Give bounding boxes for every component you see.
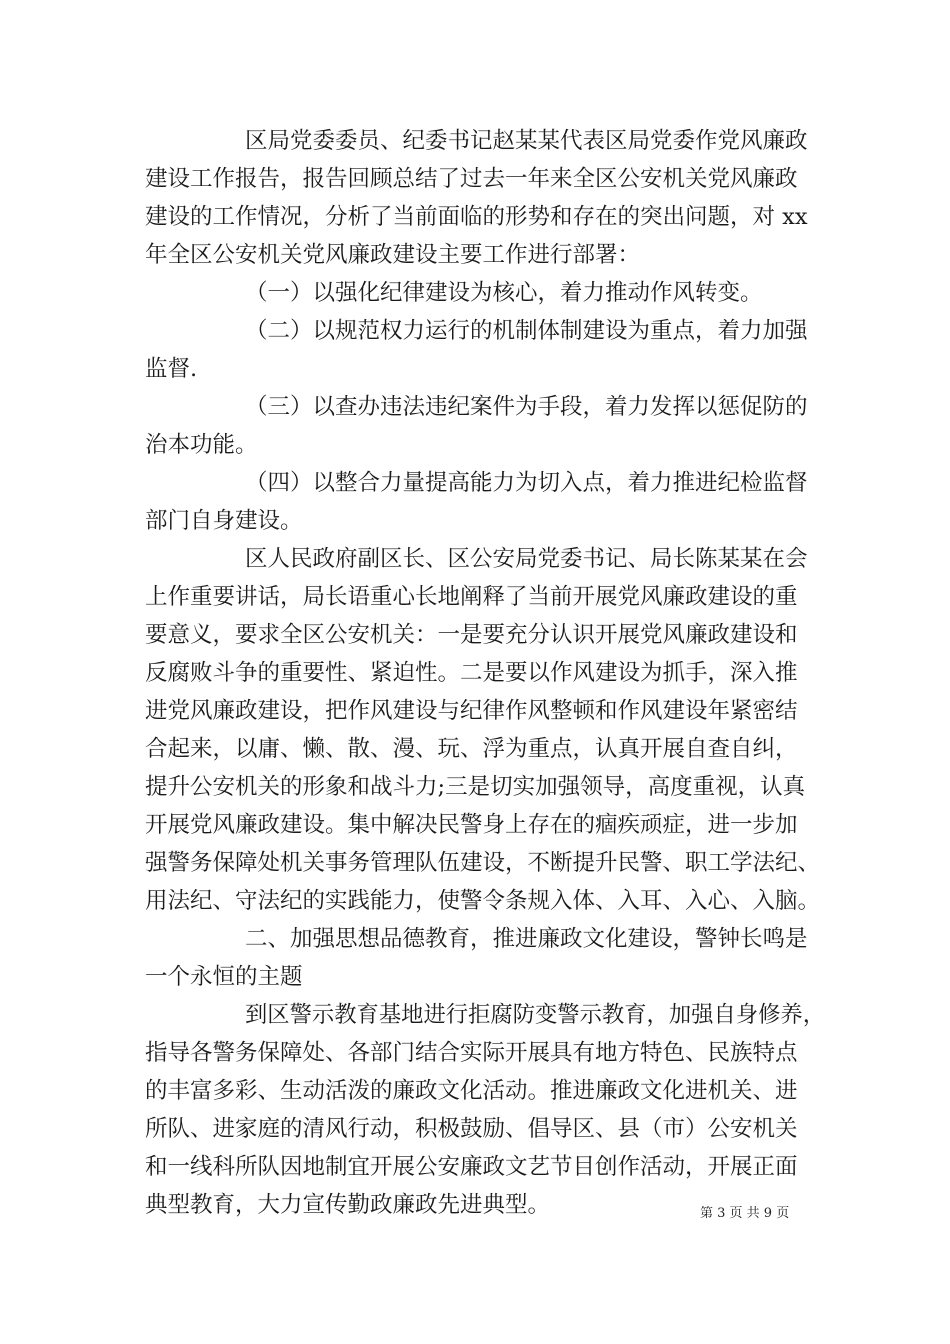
paragraph-line: 区局党委委员、纪委书记赵某某代表区局党委作党风廉政 (245, 128, 808, 154)
paragraph-line: 进党风廉政建设，把作风建设与纪律作风整顿和作风建设年紧密结 (145, 698, 798, 724)
paragraph-line: 合起来，以庸、懒、散、漫、玩、浮为重点，认真开展自查自纠， (145, 736, 798, 762)
paragraph-line: 要意义，要求全区公安机关：一是要充分认识开展党风廉政建设和 (145, 622, 798, 648)
paragraph-line: 监督. (145, 356, 198, 382)
paragraph-line: 和一线科所队因地制宜开展公安廉政文艺节目创作活动，开展正面 (145, 1154, 798, 1180)
page-number: 第 3 页 共 9 页 (700, 1206, 790, 1221)
paragraph-line: （三）以查办违法违纪案件为手段，着力发挥以惩促防的 (245, 394, 808, 420)
paragraph-line: 用法纪、守法纪的实践能力，使警令条规入体、入耳、入心、入脑。 (145, 888, 821, 914)
section-heading-line: 二、加强思想品德教育，推进廉政文化建设，警钟长鸣是 (245, 926, 808, 952)
paragraph-line: 治本功能。 (145, 432, 258, 458)
paragraph-line: 上作重要讲话，局长语重心长地阐释了当前开展党风廉政建设的重 (145, 584, 798, 610)
paragraph-line: 建设工作报告，报告回顾总结了过去一年来全区公安机关党风廉政 (145, 166, 798, 192)
paragraph-line: （一）以强化纪律建设为核心，着力推动作风转变。 (245, 280, 763, 306)
paragraph-line: 反腐败斗争的重要性、紧迫性。二是要以作风建设为抓手，深入推 (145, 660, 798, 686)
section-heading-line: 一个永恒的主题 (145, 964, 303, 990)
paragraph-line: 到区警示教育基地进行拒腐防变警示教育，加强自身修养， (245, 1002, 826, 1028)
paragraph-line: 部门自身建设。 (145, 508, 303, 534)
paragraph-line: 典型教育，大力宣传勤政廉政先进典型。 (145, 1192, 551, 1218)
paragraph-line: 所队、进家庭的清风行动，积极鼓励、倡导区、县（市）公安机关 (145, 1116, 798, 1142)
paragraph-line: 的丰富多彩、生动活泼的廉政文化活动。推进廉政文化进机关、进 (145, 1078, 798, 1104)
paragraph-line: 区人民政府副区长、区公安局党委书记、局长陈某某在会 (245, 546, 808, 572)
paragraph-line: 强警务保障处机关事务管理队伍建设，不断提升民警、职工学法纪、 (145, 850, 821, 876)
paragraph-line: （四）以整合力量提高能力为切入点，着力推进纪检监督 (245, 470, 808, 496)
paragraph-line: 指导各警务保障处、各部门结合实际开展具有地方特色、民族特点 (145, 1040, 798, 1066)
paragraph-line: 开展党风廉政建设。集中解决民警身上存在的痼疾顽症，进一步加 (145, 812, 798, 838)
paragraph-line: 年全区公安机关党风廉政建设主要工作进行部署： (145, 242, 641, 268)
paragraph-line: 建设的工作情况，分析了当前面临的形势和存在的突出问题，对 xx (145, 204, 808, 230)
paragraph-line: （二）以规范权力运行的机制体制建设为重点，着力加强 (245, 318, 808, 344)
paragraph-line: 提升公安机关的形象和战斗力;三是切实加强领导，高度重视，认真 (145, 774, 806, 800)
